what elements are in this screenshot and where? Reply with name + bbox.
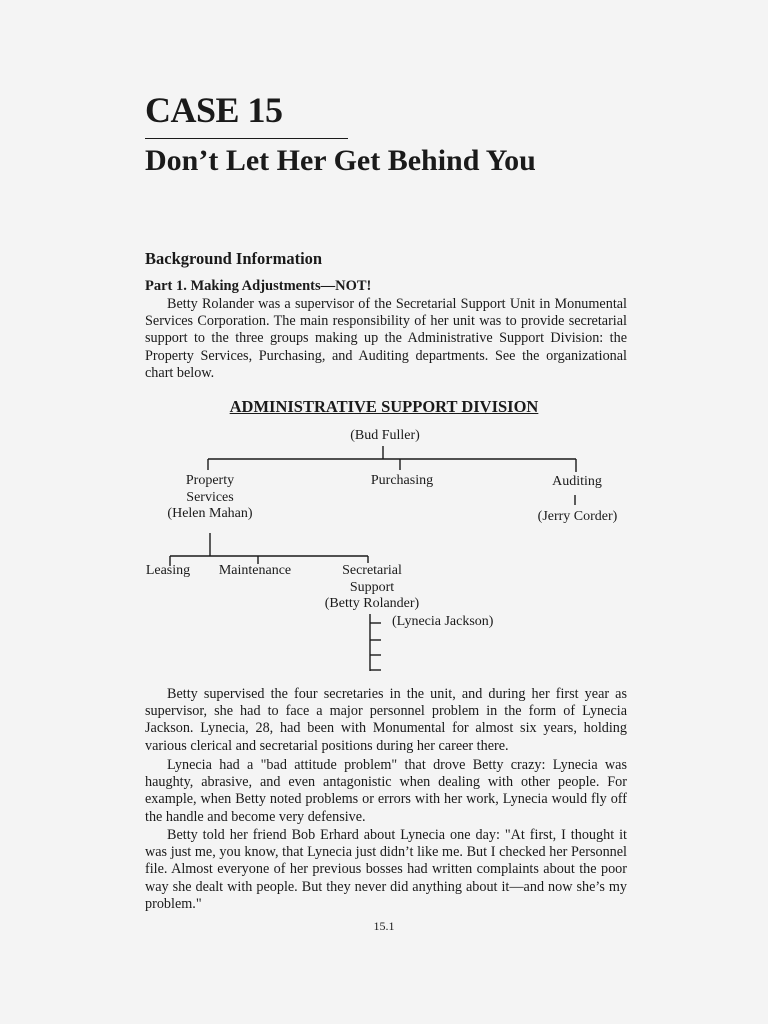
org-node-label: Services (186, 489, 234, 505)
section-heading: Background Information (145, 249, 323, 268)
org-node-maintenance: Maintenance (218, 563, 292, 578)
case-title-rule (145, 138, 348, 139)
org-node-auditing-person: (Jerry Corder) (537, 509, 618, 524)
org-node-secretary: (Lynecia Jackson) (392, 614, 494, 629)
org-node-division-head: (Bud Fuller) (350, 428, 420, 443)
org-node-label: Secretarial (342, 563, 402, 578)
paragraph-intro: Betty Rolander was a supervisor of the Secretarial Support Unit in Monumental Services Corporation. The main responsibility of her unit was to provide secretarial support to the three groups making up the Administrative Support Division: the Property Services, Purchasing, and Auditing departments. See the organizational chart below. (145, 296, 627, 381)
case-number: CASE 15 (145, 90, 283, 130)
paragraph-body: Betty told her friend Bob Erhard about Lynecia one day: "At first, I thought it was just me, you know, that Lynecia just didn’t like me. But I checked her Personnel file. Almost everyone of her previous bosses had written complaints about the poor way she dealt with people. But they never did anything about it—and now she’s my problem." (145, 827, 627, 912)
org-node-secretarial-support (312, 563, 432, 613)
paragraph-body: Lynecia had a "bad attitude problem" that drove Betty crazy: Lynecia was haughty, abrasive, and even antagonistic when dealing with other people. For example, when Betty noted problems or errors with her work, Lynecia would fly off the handle and become very defensive. (145, 757, 627, 825)
org-node-purchasing: Purchasing (370, 473, 434, 488)
part-heading: Part 1. Making Adjustments—NOT! (145, 278, 372, 294)
org-node-label: Support (349, 579, 395, 595)
org-chart-title: ADMINISTRATIVE SUPPORT DIVISION (229, 397, 539, 416)
case-title: Don’t Let Her Get Behind You (145, 144, 536, 177)
org-node-person: (Betty Rolander) (324, 596, 420, 611)
org-node-label: Property (185, 473, 235, 488)
page-number: 15.1 (373, 919, 395, 933)
org-node-person: (Helen Mahan) (167, 506, 253, 521)
paragraph-body: Betty supervised the four secretaries in the unit, and during her first year as supervisor, she had to face a major personnel problem in the form of Lynecia Jackson. Lynecia, 28, had been with Monumental for almost six years, holding various clerical and secretarial positions during her career there. (145, 686, 627, 754)
org-node-property-services (150, 473, 270, 523)
org-node-leasing: Leasing (145, 563, 191, 578)
org-node-auditing: Auditing (552, 474, 602, 489)
